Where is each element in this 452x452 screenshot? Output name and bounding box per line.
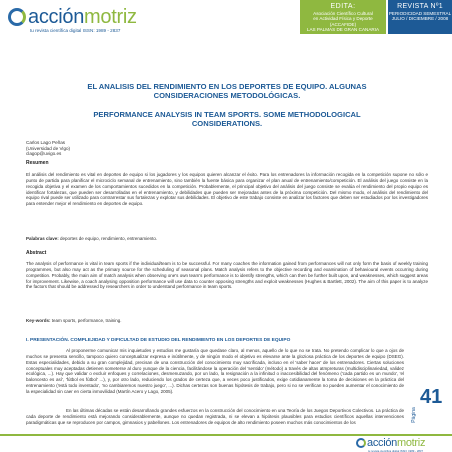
publisher-line: (ACCAFIDE) [329, 21, 357, 27]
author-email[interactable]: clagop@uvigo.es [26, 151, 62, 157]
section-paragraph: En las últimas décadas se están desarrollando grandes esfuerzos en la construcción del conocimiento en una Teoría de los Juegos Deportivos Colectivos. La práctica de cada deporte de rendimiento está mejorando considerablemente, aunque no quedan registrada, ni se elevan a hipótesis plausibles para estudios científicos aquellas intervenciones paradigmáticas que se reproducen por campos, gimnasios y pabellones. Los entrenadores de equipos de alto rendimiento poseen muchos más conocimientos de los [26, 408, 404, 425]
publisher-line: LAS PALMAS DE GRAN CANARIA [306, 27, 380, 33]
issue-line: JULIO / DICIEMBRE / 2008 [391, 16, 449, 22]
footer-wordmark: acciónmotriz [367, 437, 426, 449]
footer-tagline: tu revista científica digital ISSN: 1989 - 2837 [368, 449, 424, 452]
journal-logo [8, 6, 198, 36]
author-name: Carlos Lago Peñas [26, 140, 66, 145]
abstract-text: The analysis of performance is vital in team sports if the individual/team is to be successful. For many coaches the information gained from performances will not only form the basis of weekly training programmes, but also may act as the primary source for the scheduling of seasonal plans. Match analysis refers to the objective recording and examination of behavioural events occurring during competition. Probably, the main aim of match analysis when observing one's own team's performance is to identify strengths, which can then be further built upon, and weaknesses, which suggest areas for improvement. Likewise, a coach analysing opposition performance will use data to counter opposing strengths and exploit weaknesses (Hughes & Bartlett, 2002). The aim of this paper is to analyze the factors that should be addressed by researchers in order to understand performance in team sports. [26, 261, 428, 290]
resumen-heading: Resumen [26, 160, 49, 166]
page-header [0, 0, 452, 36]
publisher-box [300, 0, 386, 34]
author-block [26, 140, 70, 157]
logo-emblem-icon [356, 438, 366, 448]
page-number: 41 [420, 386, 443, 408]
issue-lines [388, 11, 452, 22]
palabras-clave-text: deportes de equipo, rendimiento, entrenamiento. [60, 236, 158, 241]
publisher-label: EDITA: [330, 3, 356, 10]
section-heading: I. PRESENTACIÓN. COMPLEJIDAD Y DIFICULTAD DE ESTUDIO DEL RENDIMIENTO EN LOS DEPORTES DE EQUIPO [26, 338, 291, 343]
keywords-label: Key-words: [26, 318, 51, 323]
keywords-text: team sports, performance, training. [51, 318, 122, 323]
palabras-clave [26, 236, 428, 241]
logo-wordmark: acciónmotriz [28, 6, 137, 28]
resumen-text: El análisis del rendimiento es vital en deportes de equipo si los jugadores y los equipos quieren alcanzar el éxito. Para los entrenadores la información recogida en la competición supone no sólo e punto de partida para planificar el microciclo semanal de entrenamiento, sino también la fuente básica para organizar el plan anual de entrenamiento/competición. El análisis del juego consiste en la recogida objetiva y el examen de los comportamientos sucedidos en la competición. Probablemente, el principal objetivo del análisis del juego consiste se evalúa el rendimiento del propio equipo es identificar fortalezas, que pueden ser desarrolladas en el entrenamiento, y debilidades que pueden ser mejoradas antes de la próxima competición. Del mismo modo, el análisis del rendimiento del equipo rival puede ser utilizado para contrarrestar sus fortalezas y explotar sus debilidades. El objetivo de este trabajo consiste en analizar los factores que deben ser estudiados por los investigadores para entender mejor el rendimiento en deportes de equipo. [26, 172, 428, 207]
publisher-line: en Actividad Física y Deporte [313, 16, 373, 22]
page-number-block [410, 384, 443, 432]
keywords [26, 318, 428, 323]
issue-line: PERIODICIDAD SEMESTRAL [388, 11, 452, 16]
logo-emblem-icon [8, 8, 26, 26]
article-title-english: PERFORMANCE ANALYSIS IN TEAM SPORTS. SOME METHODOLOGICAL CONSIDERATIONS. [93, 110, 361, 129]
page-label: Página [410, 407, 417, 423]
abstract-heading: Abstract [26, 250, 47, 256]
issue-box [388, 0, 452, 34]
footer-logo [356, 436, 452, 452]
article-title-spanish: EL ANALISIS DEL RENDIMIENTO EN LOS DEPORTES DE EQUIPO. ALGUNAS CONSIDERACIONES METODOLÓGICAS. [87, 82, 367, 101]
logo-tagline: tu revista científica digital ISSN: 1989 - 2837 [30, 28, 121, 33]
publisher-line: Asociación Científico Cultural [313, 11, 373, 16]
issue-label: REVISTA Nº1 [397, 3, 443, 10]
publisher-lines [300, 11, 386, 33]
page-footer [0, 434, 452, 452]
author-affiliation: (Universidad de Vigo) [26, 145, 71, 151]
palabras-clave-label: Palabras clave: [26, 236, 59, 241]
section-paragraph: Al proponerme comunicar mis inquietudes y estudios me gustaría que quedase claro, al menos, aquello de lo que no se trata. No pretendo complicar lo que a ojos de muchos se presenta sencillo, tampoco quiero conceptualizar expresa e inútilmente, y de ningún modo el objetivo es elevarse ante la gloziosa práctica de los deportes de equipo (DSEG). Estas especialidades, debido a su gran complejidad, precisan de una construcción del conocimiento muy sacrificada, incluso en el 'saber hacer' de los entrenadores. Ciertas soluciones conceptuales muy aceptadas detienen someterse al duro yunque de la ciencia, facilitándose la operación del 'sentido' (método) a través de altas atmpreturas (multidisciplinariedad, validez ecológica, ...). Hay que validar o excluir enfoques y correlaciones, desmenuzando, por un lado, la resignación a la infinitud o inaccesibilidad del fenómeno ('cada partido es un mundo', 'el baloncesto es así', 'fútbol es fútbol' ...), y, por otro lado, reduciendo los grados de certeza que, a veces poco justificados, exige cotidianamente la toma de decisiones en la práctica del entrenamiento ('está todo inventado', 'no cambiaremos nuestro juego', ...). Dichas certezas son buenas hipótesis de trabajo, pero si no se verifican no pueden aumentar el conocimiento de la especialidad sin caer en cierta inmovilidad (Martín Acero y Lago, 2005). [26, 348, 404, 394]
